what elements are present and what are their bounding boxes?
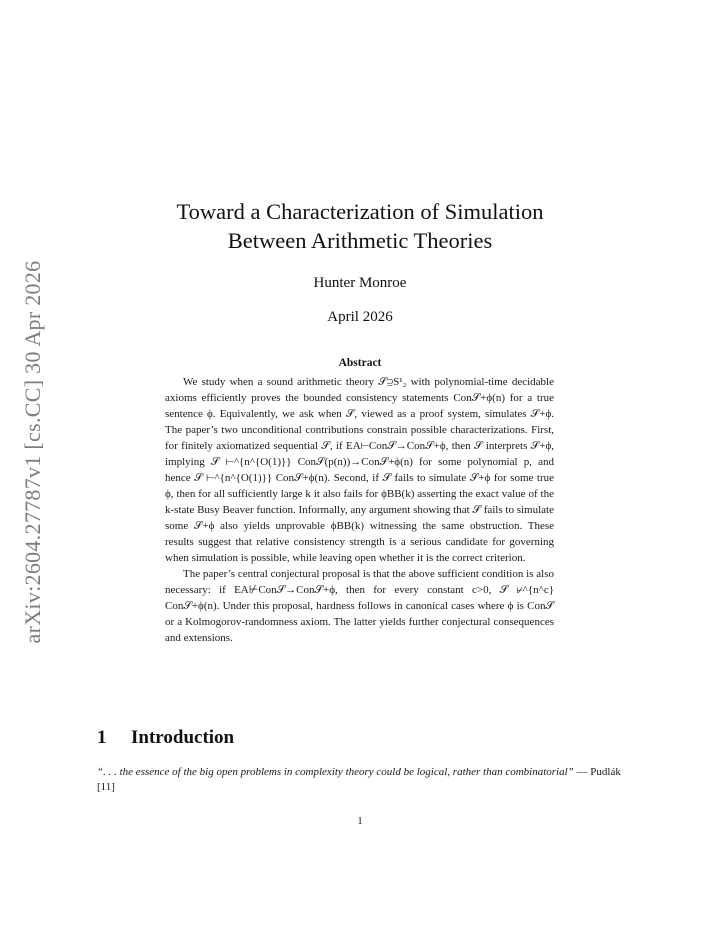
abstract-heading: Abstract: [338, 357, 382, 369]
paper-title-line-1: Toward a Characterization of Simulation: [176, 199, 544, 224]
section-number: 1: [97, 727, 107, 748]
epigraph-quote-text: “. . . the essence of the big open problems in complexity theory could be logical, rather than combinatorial”: [97, 766, 574, 778]
section-heading: [97, 727, 234, 749]
arxiv-identifier-text: arXiv:2604.27787v1 [cs.CC] 30 Apr 2026: [20, 260, 45, 644]
abstract-body: [165, 374, 554, 646]
section-title-text: Introduction: [131, 727, 235, 748]
epigraph-quote: [97, 765, 625, 795]
page-number: 1: [357, 815, 363, 827]
abstract-paragraph-2: The paper’s central conjectural proposal is that the above sufficient condition is also necessary: if EA⊬Con𝒮→Con𝒮+ϕ, then for every constant c>0, 𝒮 ⊬^{n^c} Con𝒮+ϕ(n). Under this proposal, hardness follows in canonical cases where ϕ is Con𝒮 or a Kolmogorov-randomness axiom. The latter yields further conjectural consequences and extensions.: [165, 568, 554, 644]
paper-title-line-2: Between Arithmetic Theories: [227, 228, 493, 253]
abstract-paragraph-1: We study when a sound arithmetic theory 𝒮⊇S¹₂ with polynomial-time decidable axioms efficiently proves the bounded consistency statements Con𝒮+ϕ(n) for a true sentence ϕ. Equivalently, we ask when 𝒮, viewed as a proof system, simulates 𝒮+ϕ. The paper’s two unconditional contributions constrain possible characterizations. First, for finitely axiomatized sequential 𝒮, if EA⊢Con𝒮→Con𝒮+ϕ, then 𝒮 interprets 𝒮+ϕ, implying 𝒮 ⊢^{n^{O(1)}} Con𝒮(p(n))→Con𝒮+ϕ(n) for some polynomial p, and hence 𝒮 ⊢^{n^{O(1)}} Con𝒮+ϕ(n). Second, if 𝒮 fails to simulate 𝒮+ϕ for some true ϕ, then for all sufficiently large k it also fails for ϕBB(k) asserting the exact value of the k-state Busy Beaver function. Informally, any argument showing that 𝒮 fails to simulate some 𝒮+ϕ also yields unprovable ϕBB(k) witnessing the same obstruction. These results suggest that relative consistency strength is a serious candidate for governing when simulation is possible, while leaving open whether it is the correct criterion.: [165, 376, 554, 564]
author-name: Hunter Monroe: [313, 275, 407, 291]
paper-title: [0, 197, 720, 255]
epigraph-attribution: — Pudlák [11]: [97, 766, 621, 793]
publication-date: April 2026: [327, 309, 393, 325]
